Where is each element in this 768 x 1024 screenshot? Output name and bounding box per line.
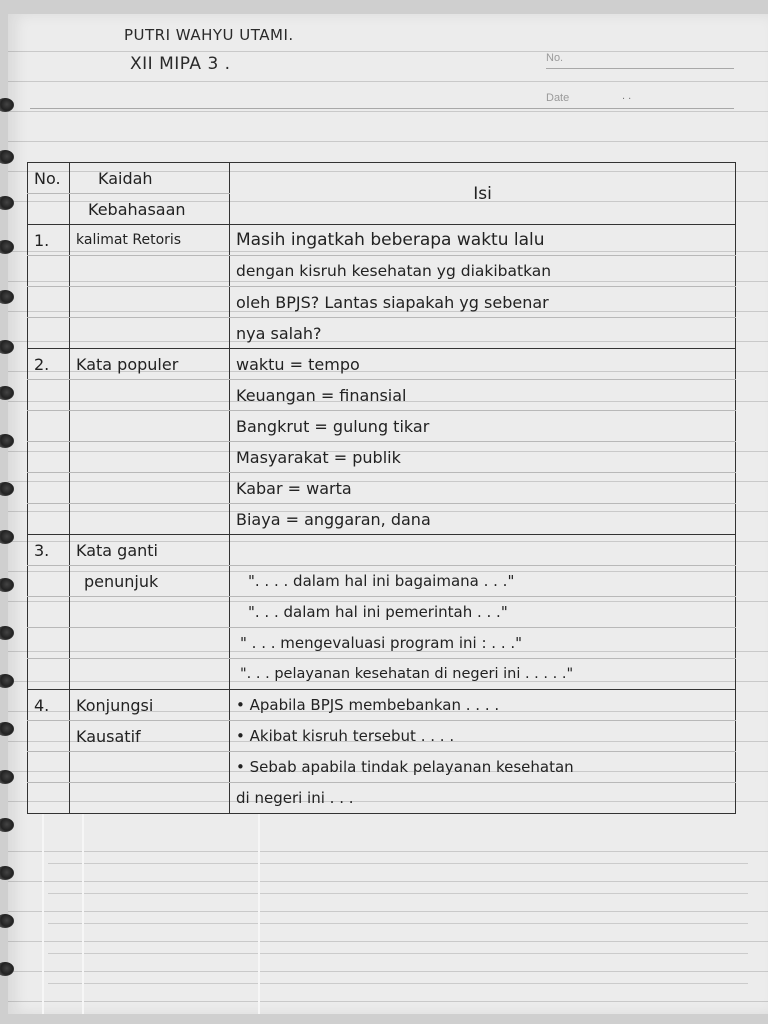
row-kaidah: Kata populer	[70, 349, 230, 380]
table-row	[28, 659, 736, 690]
table-row	[28, 721, 736, 752]
table-header-row	[28, 163, 736, 194]
no-label: No.	[546, 52, 564, 64]
margin-line	[82, 814, 84, 1014]
row-isi: " . . . mengevaluasi program ini : . . ."	[230, 628, 736, 659]
row-isi: di negeri ini . . .	[230, 783, 736, 814]
row-isi: waktu = tempo	[230, 349, 736, 380]
row-kaidah: Kata ganti	[70, 535, 230, 566]
row-isi: Keuangan = finansial	[230, 380, 736, 411]
row-isi: Masyarakat = publik	[230, 442, 736, 473]
header-kaidah-2: Kebahasaan	[70, 194, 230, 225]
table-row	[28, 318, 736, 349]
row-kaidah: Konjungsi	[70, 690, 230, 721]
row-isi: ". . . pelayanan kesehatan di negeri ini . . . . ."	[230, 659, 736, 690]
table-row	[28, 411, 736, 442]
row-kaidah: penunjuk	[70, 566, 230, 597]
table-row	[28, 566, 736, 597]
header-isi: Isi	[230, 163, 736, 225]
row-isi: Kabar = warta	[230, 473, 736, 504]
header-kaidah-1: Kaidah	[70, 163, 230, 194]
table-row	[28, 380, 736, 411]
header-no: No.	[28, 163, 70, 194]
table-row	[28, 256, 736, 287]
table-row	[28, 225, 736, 256]
table-row	[28, 349, 736, 380]
table-row	[28, 597, 736, 628]
table-row	[28, 504, 736, 535]
margin-line	[258, 814, 260, 1014]
row-isi: dengan kisruh kesehatan yg diakibatkan	[230, 256, 736, 287]
row-kaidah: Kausatif	[70, 721, 230, 752]
ruled-lines	[48, 834, 748, 1004]
date-label: Date	[546, 92, 570, 104]
table-row	[28, 473, 736, 504]
table-row	[28, 628, 736, 659]
student-name: PUTRI WAHYU UTAMI.	[124, 26, 294, 44]
row-isi: ". . . dalam hal ini pemerintah . . ."	[230, 597, 736, 628]
row-isi: • Apabila BPJS membebankan . . . .	[230, 690, 736, 721]
table-row	[28, 752, 736, 783]
table-row	[28, 535, 736, 566]
table-row	[28, 690, 736, 721]
row-isi: oleh BPJS? Lantas siapakah yg sebenar	[230, 287, 736, 318]
no-rule	[546, 68, 734, 69]
row-kaidah: kalimat Retoris	[70, 225, 230, 256]
table-row	[28, 287, 736, 318]
row-no: 2.	[28, 349, 70, 380]
row-no: 3.	[28, 535, 70, 566]
kaidah-kebahasaan-table	[27, 162, 736, 814]
row-no: 4.	[28, 690, 70, 721]
row-isi: nya salah?	[230, 318, 736, 349]
row-isi: ". . . . dalam hal ini bagaimana . . ."	[230, 566, 736, 597]
table-row	[28, 783, 736, 814]
row-no: 1.	[28, 225, 70, 256]
student-class: XII MIPA 3 .	[130, 54, 231, 74]
row-isi: • Sebab apabila tindak pelayanan kesehatan	[230, 752, 736, 783]
row-isi: Biaya = anggaran, dana	[230, 504, 736, 535]
row-isi: Bangkrut = gulung tikar	[230, 411, 736, 442]
header-rule	[30, 108, 734, 109]
row-isi: • Akibat kisruh tersebut . . . .	[230, 721, 736, 752]
margin-line	[42, 814, 44, 1014]
table-row	[28, 442, 736, 473]
row-isi: Masih ingatkah beberapa waktu lalu	[230, 225, 736, 256]
date-dots: . .	[622, 90, 632, 102]
